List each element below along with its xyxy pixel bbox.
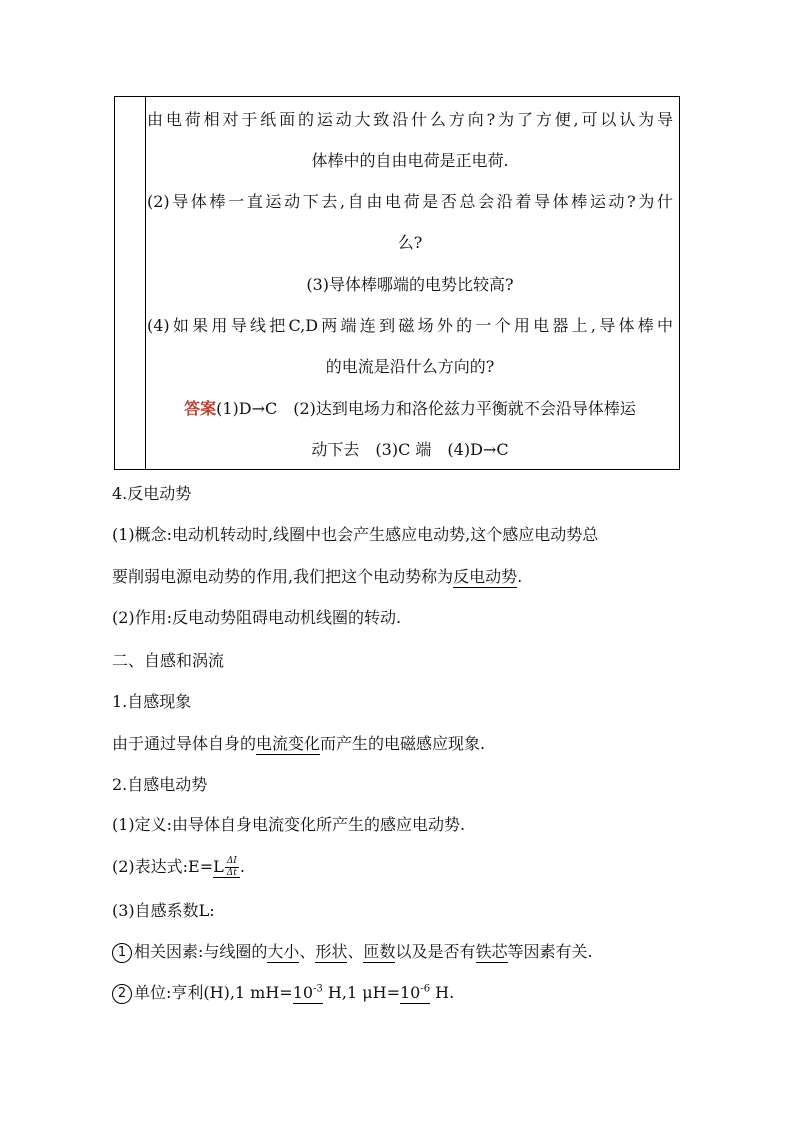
- underlined-value: [400, 983, 430, 1004]
- fraction-numerator: ΔI: [225, 856, 239, 868]
- answer-line: [147, 399, 673, 419]
- answer-line-2: 动下去 (3)C 端 (4)D→C: [311, 440, 509, 459]
- table-line: 的电流是沿什么方向的?: [325, 357, 495, 376]
- underlined-value: [293, 983, 323, 1004]
- formula-symbol: L: [213, 857, 224, 876]
- table-content-cell: [147, 97, 673, 469]
- part-heading: 二、自感和涡流: [112, 651, 225, 670]
- formula-underlined: [213, 857, 240, 878]
- paragraph-line: (1)概念:电动机转动时,线圈中也会产生感应电动势,这个感应电动势总: [112, 525, 599, 544]
- paragraph-line: [112, 734, 682, 754]
- text-span: 而产生的电磁感应现象.: [320, 734, 486, 753]
- question-table: [114, 96, 680, 470]
- answer-text: (1)D→C (2)达到电场力和洛伦兹力平衡就不会沿导体棒运: [216, 399, 636, 418]
- list-item: [112, 942, 682, 963]
- paragraph-line: (1)定义:由导体自身电流变化所产生的感应电动势.: [112, 815, 466, 834]
- table-line: (3)导体棒哪端的电势比较高?: [306, 275, 514, 294]
- text-span: (2)表达式:E=: [112, 857, 214, 876]
- text-span: .: [239, 857, 245, 876]
- text-span: 、: [299, 942, 316, 961]
- list-item: [112, 983, 682, 1004]
- fraction-denominator: Δt: [226, 868, 237, 878]
- text-span: 、: [347, 942, 364, 961]
- table-line: (2)导体棒一直运动下去,自由电荷是否总会沿着导体棒运动?为什: [147, 192, 673, 211]
- value-exponent: -3: [313, 983, 323, 995]
- text-span: .: [517, 567, 523, 586]
- circled-number-2: 2: [112, 984, 132, 1004]
- table-line: 由电荷相对于纸面的运动大致沿什么方向?为了方便,可以认为导: [147, 110, 673, 129]
- value-base: 10: [292, 983, 314, 1002]
- underlined-term: 形状: [315, 942, 348, 961]
- text-span: 等因素有关.: [507, 942, 593, 961]
- formula-line: [112, 856, 682, 879]
- text-span: 相关因素:与线圈的: [134, 942, 268, 961]
- underlined-term: 反电动势: [453, 567, 518, 586]
- underlined-term: 铁芯: [475, 942, 508, 961]
- text-span: 单位:亨利(H),1 mH=: [134, 983, 293, 1002]
- text-span: H.: [430, 983, 455, 1002]
- paragraph-line: [112, 567, 682, 587]
- underlined-term: 电流变化: [256, 734, 321, 753]
- value-base: 10: [399, 983, 421, 1002]
- paragraph-line: (2)作用:反电动势阻碍电动机线圈的转动.: [112, 608, 402, 627]
- text-span: 由于通过导体自身的: [112, 734, 257, 753]
- table-line: (4)如果用导线把C,D两端连到磁场外的一个用电器上,导体棒中: [147, 316, 673, 335]
- table-column-divider: [145, 97, 146, 469]
- text-span: H,1 μH=: [322, 983, 400, 1002]
- answer-label: 答案: [184, 399, 217, 418]
- section-heading: 2.自感电动势: [112, 775, 208, 794]
- section-heading: 1.自感现象: [112, 692, 192, 711]
- text-span: 要削弱电源电动势的作用,我们把这个电动势称为: [112, 567, 454, 586]
- table-line: 么?: [397, 233, 423, 252]
- fraction: [225, 856, 239, 879]
- value-exponent: -6: [420, 983, 431, 995]
- section-heading: 4.反电动势: [112, 484, 192, 503]
- underlined-term: 大小: [267, 942, 300, 961]
- paragraph-line: (3)自感系数L:: [112, 901, 215, 920]
- table-line: 体棒中的自由电荷是正电荷.: [311, 151, 509, 170]
- text-span: 以及是否有: [395, 942, 476, 961]
- underlined-term: 匝数: [363, 942, 396, 961]
- circled-number-1: 1: [112, 943, 132, 963]
